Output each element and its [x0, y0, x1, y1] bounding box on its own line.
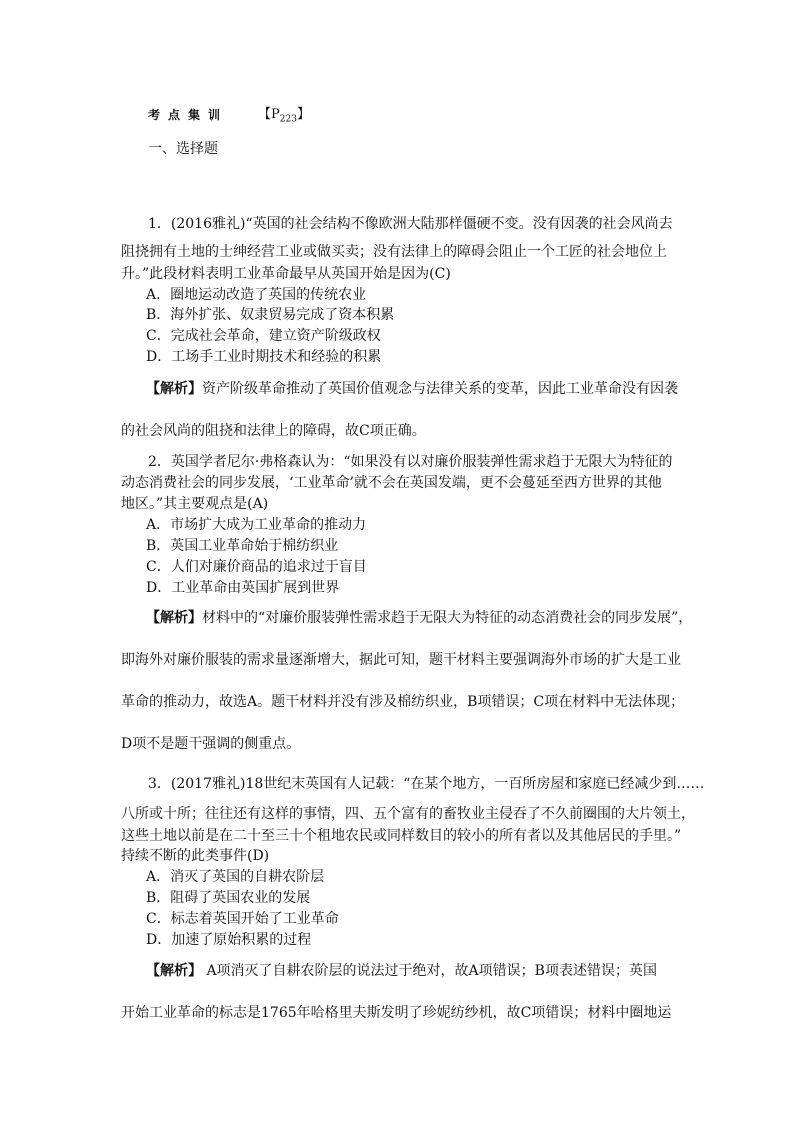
q3-analysis-tag: 【解析】: [146, 963, 202, 979]
q1-option-c: C．完成社会革命，建立资产阶级政权: [146, 328, 381, 344]
q1-analysis-line-2: 的社会风尚的阻挠和法律上的障碍，故C项正确。: [121, 423, 426, 439]
q1-stem-line-1: 1．(2016雅礼)“英国的社会结构不像欧洲大陆那样僵硬不变。没有因袭的社会风尚去: [148, 216, 673, 232]
q3-stem-line-1: 3．(2017雅礼)18世纪末英国有人记载：“在某个地方，一百所房屋和家庭已经减少到……: [148, 776, 705, 792]
q3-stem-line-2: 八所或十所；往往还有这样的事情，四、五个富有的畜牧业主侵吞了不久前圈围的大片领土，: [121, 806, 695, 822]
q3-option-b: B．阻碍了英国农业的发展: [146, 890, 311, 906]
q2-option-c: C．人们对廉价商品的追求过于盲目: [146, 559, 367, 575]
q2-analysis-line-3: 革命的推动力，故选A。题干材料并没有涉及棉纺织业，B项错误；C项在材料中无法体现；: [121, 694, 685, 710]
section-title: 一、选择题: [148, 141, 218, 157]
page-ref-number: 223: [279, 114, 297, 125]
q1-option-b: B．海外扩张、奴隶贸易完成了资本积累: [146, 307, 395, 323]
q1-analysis-text-1: 资产阶级革命推动了英国价值观念与法律关系的变革，因此工业革命没有因袭: [202, 381, 678, 397]
q1-analysis-tag: 【解析】: [146, 381, 202, 397]
q2-analysis-tag: 【解析】: [146, 610, 202, 626]
q2-stem-line-2: 动态消费社会的同步发展，‘工业革命’就不会在英国发端，更不会蔓延至西方世界的其他: [121, 475, 662, 491]
q2-analysis-line-2: 即海外对廉价服装的需求量逐渐增大，据此可知，题干材料主要强调海外市场的扩大是工业: [121, 652, 681, 668]
q3-option-c: C．标志着英国开始了工业革命: [146, 911, 339, 927]
q2-option-b: B．英国工业革命始于棉纺织业: [146, 538, 339, 554]
q3-analysis-line-1: [146, 962, 657, 980]
q1-option-a: A．圈地运动改造了英国的传统农业: [146, 287, 367, 303]
page-reference: [258, 106, 310, 129]
q2-stem-line-1: 2．英国学者尼尔·弗格森认为：“如果没有以对廉价服装弹性需求趋于无限大为特征的: [148, 454, 673, 470]
section-header-title: 考点集训: [148, 108, 229, 122]
page-ref-close: 】: [296, 107, 310, 122]
q1-stem-line-3: 升。”此段材料表明工业革命最早从英国开始是因为(C): [121, 266, 451, 282]
q3-analysis-line-2: 开始工业革命的标志是1765年哈格里夫斯发明了珍妮纺纱机，故C项错误；材料中圈地运: [121, 1005, 672, 1021]
q2-analysis-line-1: [146, 609, 692, 627]
q1-option-d: D．工场手工业时期技术和经验的积累: [146, 349, 382, 365]
q3-analysis-text-1: A项消灭了自耕农阶层的说法过于绝对，故A项错误；B项表述错误；英国: [202, 963, 657, 979]
q2-analysis-line-4: D项不是题干强调的侧重点。: [121, 736, 301, 752]
q2-option-d: D．工业革命由英国扩展到世界: [146, 580, 340, 596]
page-ref-open: 【P: [258, 107, 280, 122]
q1-analysis-line-1: [146, 380, 678, 398]
q3-stem-line-4: 持续不断的此类事件(D): [121, 848, 270, 864]
q3-option-a: A．消灭了英国的自耕农阶层: [146, 869, 325, 885]
q2-analysis-text-1: 材料中的“对廉价服装弹性需求趋于无限大为特征的动态消费社会的同步发展”，: [202, 610, 693, 626]
q2-option-a: A．市场扩大成为工业革命的推动力: [146, 517, 367, 533]
q1-stem-line-2: 阻挠拥有土地的士绅经营工业或做买卖；没有法律上的障碍会阻止一个工匠的社会地位上: [121, 244, 667, 260]
q2-stem-line-3: 地区。”其主要观点是(A): [121, 496, 269, 512]
q3-option-d: D．加速了原始积累的过程: [146, 932, 312, 948]
q3-stem-line-3: 这些土地以前是在二十至三十个租地农民或同样数目的较小的所有者以及其他居民的手里。”: [121, 828, 682, 844]
